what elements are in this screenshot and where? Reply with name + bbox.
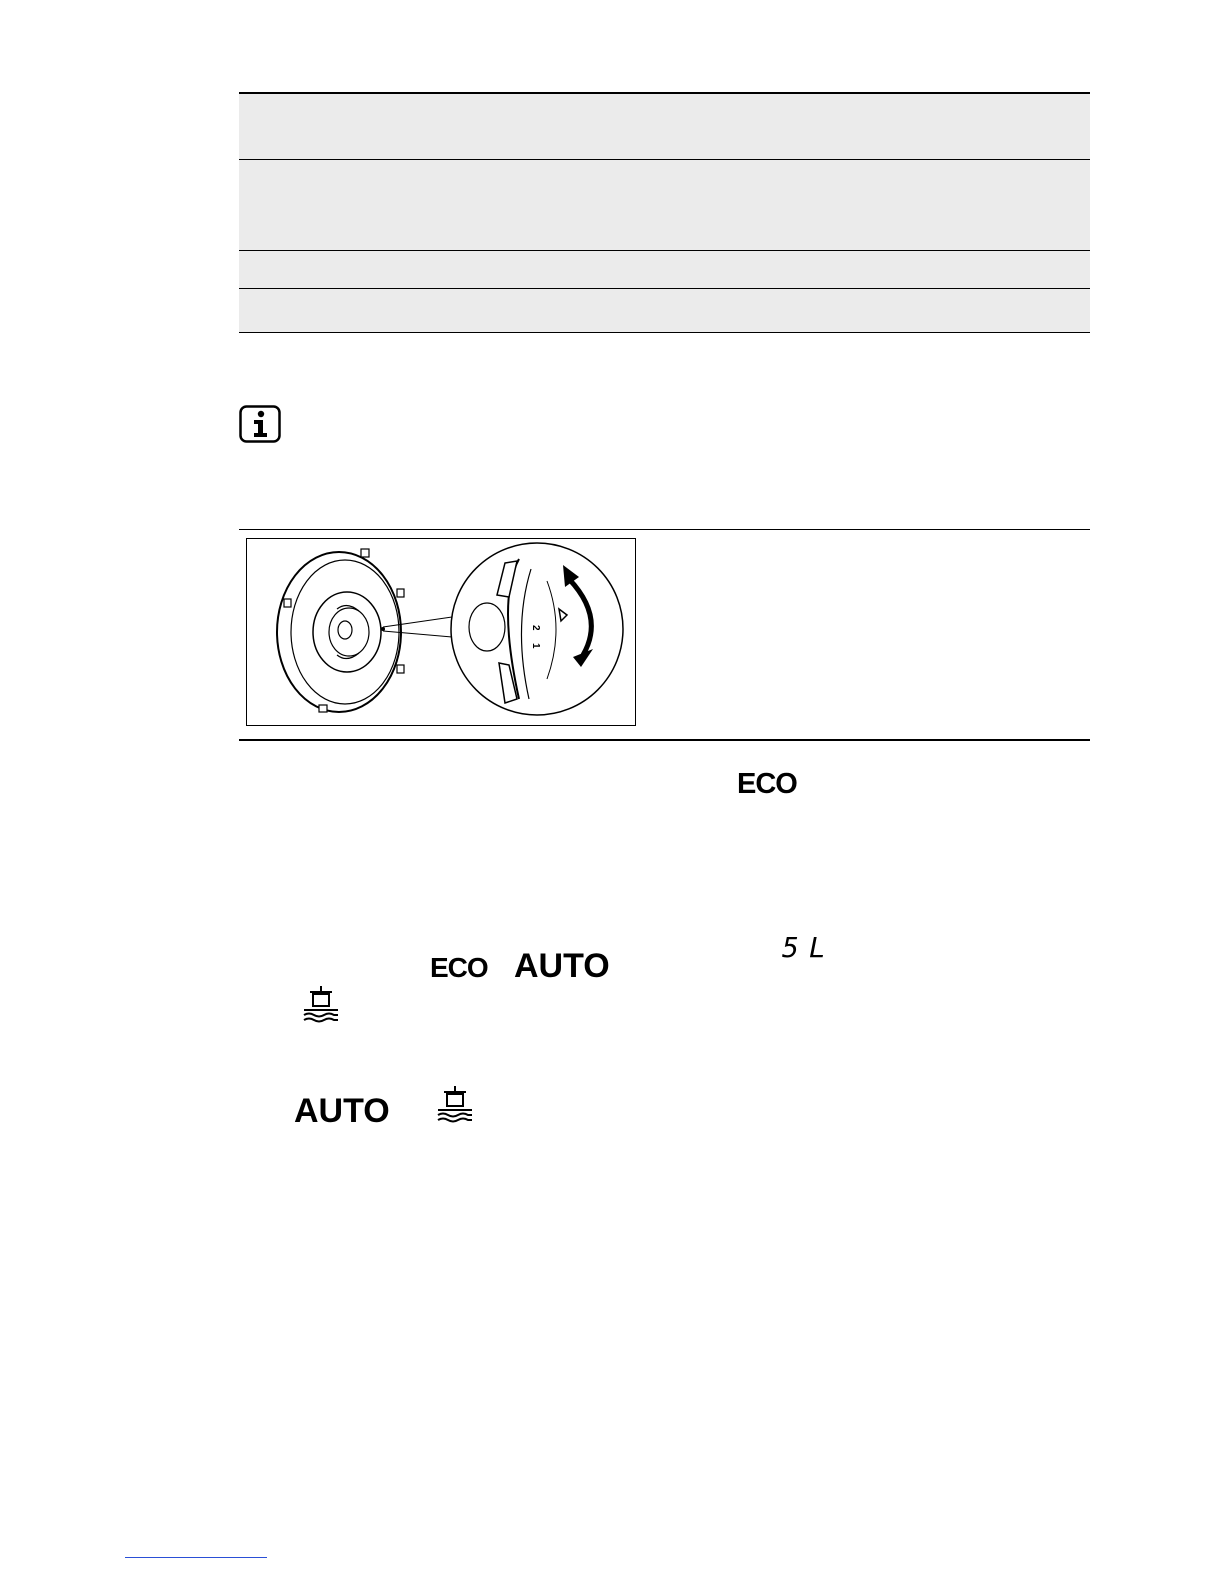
table-row — [239, 160, 1090, 251]
pot-dish-icon — [434, 1084, 476, 1124]
dial-number: 2 — [530, 625, 541, 631]
dial-number: 1 — [530, 643, 541, 649]
pot-dish-icon — [300, 984, 342, 1024]
auto-symbol: AUTO — [294, 1092, 390, 1130]
figure-rule-top — [239, 529, 1090, 530]
info-icon — [239, 405, 281, 443]
figure-rule-bottom — [239, 739, 1090, 741]
display-code: 5L — [782, 931, 836, 964]
eco-symbol: ECO — [430, 952, 488, 983]
spec-table — [239, 92, 1090, 333]
water-softener-dial-icon — [247, 539, 635, 725]
footer-link[interactable] — [125, 1557, 267, 1558]
table-row — [239, 92, 1090, 160]
water-softener-dial-figure — [246, 538, 636, 726]
table-row — [239, 251, 1090, 289]
eco-symbol: ECO — [737, 768, 797, 800]
auto-symbol: AUTO — [514, 947, 610, 985]
table-row — [239, 289, 1090, 333]
